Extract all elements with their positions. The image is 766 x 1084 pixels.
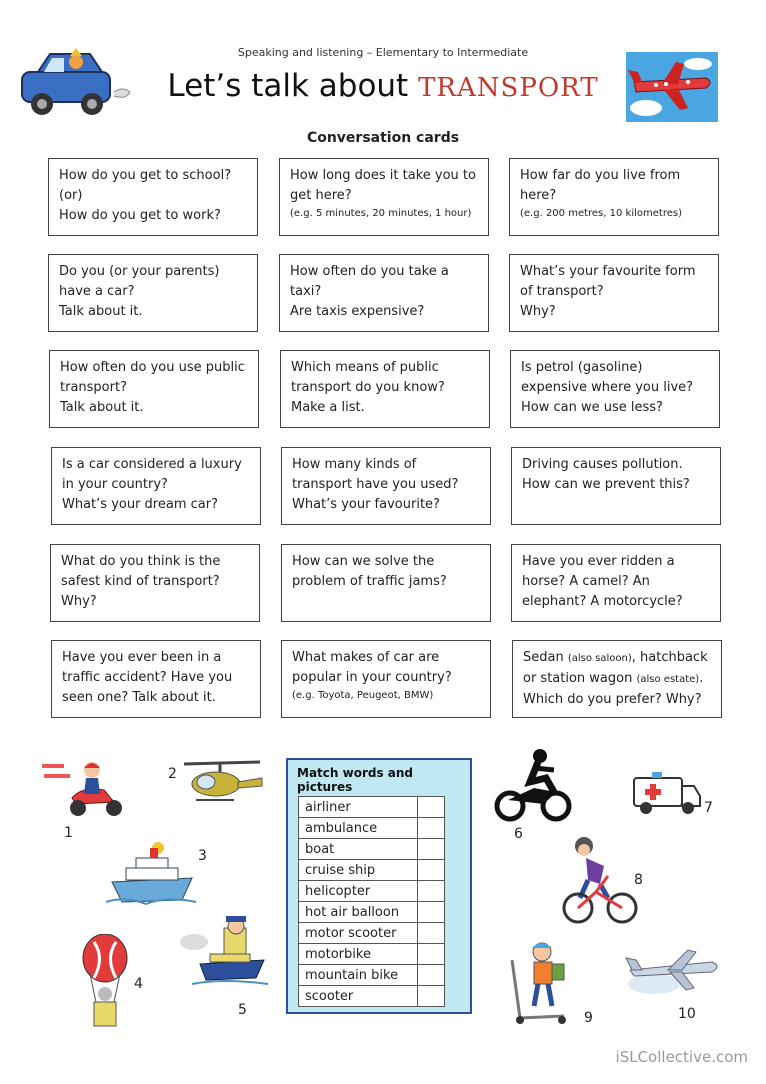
conversation-card-11: How many kinds of transport have you used? What’s your favourite? (281, 447, 491, 525)
conversation-card-2: How long does it take you to get here? (e.g. 5 minutes, 20 minutes, 1 hour) (279, 158, 489, 236)
match-row: hot air balloon (299, 902, 445, 923)
picture-number-9: 9 (584, 1010, 593, 1026)
answer-box[interactable] (418, 965, 445, 986)
picture-number-8: 8 (634, 872, 643, 888)
match-row: mountain bike (299, 965, 445, 986)
conversation-card-7: How often do you use public transport? Talk about it. (49, 350, 259, 428)
conversation-card-14: How can we solve the problem of traffic jams? (281, 544, 491, 622)
conversation-card-4: Do you (or your parents) have a car? Talk about it. (48, 254, 258, 332)
conversation-card-16: Have you ever been in a traffic accident? Have you seen one? Talk about it. (51, 640, 261, 718)
boat-illustration (172, 914, 270, 988)
conversation-card-13: What do you think is the safest kind of transport? Why? (50, 544, 260, 622)
motorbike-illustration (494, 748, 574, 826)
conversation-card-8: Which means of public transport do you know? Make a list. (280, 350, 490, 428)
section-heading: Conversation cards (306, 130, 460, 146)
answer-box[interactable] (418, 818, 445, 839)
answer-box[interactable] (418, 860, 445, 881)
conversation-card-6: What’s your favourite form of transport? Why? (509, 254, 719, 332)
picture-number-10: 10 (678, 1006, 696, 1022)
conversation-card-12: Driving causes pollution. How can we prevent this? (511, 447, 721, 525)
answer-box[interactable] (418, 839, 445, 860)
match-row: boat (299, 839, 445, 860)
airliner-illustration (624, 940, 724, 1002)
picture-number-4: 4 (134, 976, 143, 992)
conversation-card-10: Is a car considered a luxury in your country? What’s your dream car? (51, 447, 261, 525)
match-table (298, 796, 445, 1007)
picture-number-1: 1 (64, 825, 73, 841)
answer-box[interactable] (418, 923, 445, 944)
conversation-card-5: How often do you take a taxi? Are taxis expensive? (279, 254, 489, 332)
match-row: airliner (299, 797, 445, 818)
helicopter-illustration (180, 758, 264, 804)
match-row: helicopter (299, 881, 445, 902)
subtitle: Speaking and listening – Elementary to Intermediate (237, 46, 529, 59)
footer-watermark: iSLCollective.com (615, 1048, 748, 1066)
picture-number-5: 5 (238, 1002, 247, 1018)
answer-box[interactable] (418, 881, 445, 902)
match-row: cruise ship (299, 860, 445, 881)
conversation-card-18: Sedan (also saloon), hatchback or station wagon (also estate). Which do you prefer? Why? (512, 640, 722, 718)
hot-air-balloon-illustration (80, 934, 130, 1032)
title-part1: Let’s talk about (167, 68, 419, 104)
conversation-card-3: How far do you live from here? (e.g. 200 metres, 10 kilometres) (509, 158, 719, 236)
match-row: motorbike (299, 944, 445, 965)
conversation-card-1: How do you get to school? (or) How do you get to work? (48, 158, 258, 236)
match-row: motor scooter (299, 923, 445, 944)
answer-box[interactable] (418, 902, 445, 923)
motor-scooter-illustration (42, 758, 132, 820)
ambulance-illustration (632, 770, 702, 816)
conversation-card-15: Have you ever ridden a horse? A camel? An elephant? A motorcycle? (511, 544, 721, 622)
picture-number-3: 3 (198, 848, 207, 864)
scooter-illustration (500, 940, 580, 1026)
answer-box[interactable] (418, 944, 445, 965)
match-words-box (286, 758, 472, 1014)
cruise-ship-illustration (106, 838, 196, 908)
conversation-card-17: What makes of car are popular in your country? (e.g. Toyota, Peugeot, BMW) (281, 640, 491, 718)
conversation-card-9: Is petrol (gasoline) expensive where you live? How can we use less? (510, 350, 720, 428)
answer-box[interactable] (418, 986, 445, 1007)
picture-number-7: 7 (704, 800, 713, 816)
match-row: ambulance (299, 818, 445, 839)
picture-number-6: 6 (514, 826, 523, 842)
title-part2: TRANSPORT (418, 73, 599, 103)
answer-box[interactable] (418, 797, 445, 818)
picture-number-2: 2 (168, 766, 177, 782)
match-heading: Match words and pictures (297, 766, 413, 794)
mountain-bike-illustration (560, 836, 640, 926)
page-title (0, 68, 766, 104)
match-row: scooter (299, 986, 445, 1007)
